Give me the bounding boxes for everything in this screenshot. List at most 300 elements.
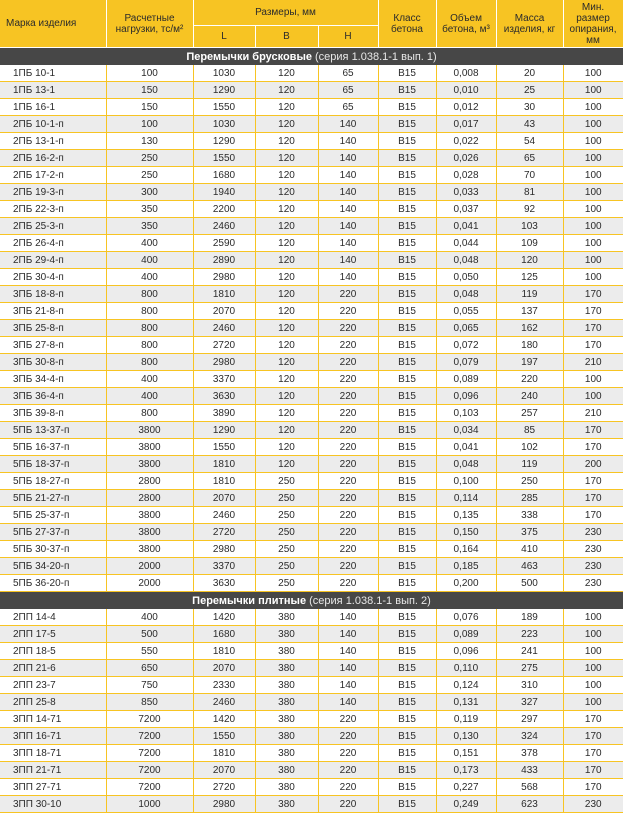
cell-length: 2070 [193, 303, 255, 320]
cell-length: 2890 [193, 252, 255, 269]
cell-height: 140 [318, 643, 378, 660]
header-load: Расчетные нагрузки, тс/м² [106, 0, 193, 48]
cell-width: 380 [255, 677, 318, 694]
cell-volume: 0,151 [436, 745, 496, 762]
table-row [0, 218, 623, 235]
cell-length: 1550 [193, 150, 255, 167]
table-row [0, 558, 623, 575]
cell-name: 1ПБ 10-1 [0, 65, 106, 82]
table-header [0, 0, 623, 48]
cell-concrete: B15 [378, 286, 436, 303]
cell-mass: 54 [496, 133, 563, 150]
table-row [0, 575, 623, 592]
cell-volume: 0,103 [436, 405, 496, 422]
table-row [0, 269, 623, 286]
cell-width: 380 [255, 796, 318, 813]
cell-volume: 0,076 [436, 609, 496, 626]
header-concrete-class: Класс бетона [378, 0, 436, 48]
cell-concrete: B15 [378, 609, 436, 626]
cell-name: 3ПБ 18-8-п [0, 286, 106, 303]
table-row [0, 762, 623, 779]
cell-volume: 0,034 [436, 422, 496, 439]
cell-support: 170 [563, 728, 623, 745]
cell-support: 100 [563, 694, 623, 711]
table-row [0, 201, 623, 218]
cell-mass: 103 [496, 218, 563, 235]
cell-name: 5ПБ 27-37-п [0, 524, 106, 541]
cell-width: 120 [255, 405, 318, 422]
cell-height: 220 [318, 779, 378, 796]
cell-support: 100 [563, 252, 623, 269]
cell-mass: 102 [496, 439, 563, 456]
cell-load: 2800 [106, 473, 193, 490]
table-row [0, 473, 623, 490]
cell-concrete: B15 [378, 473, 436, 490]
cell-load: 400 [106, 609, 193, 626]
cell-support: 100 [563, 150, 623, 167]
cell-height: 65 [318, 99, 378, 116]
cell-mass: 43 [496, 116, 563, 133]
cell-volume: 0,044 [436, 235, 496, 252]
table-row [0, 507, 623, 524]
cell-height: 220 [318, 541, 378, 558]
cell-mass: 338 [496, 507, 563, 524]
cell-support: 170 [563, 762, 623, 779]
cell-mass: 125 [496, 269, 563, 286]
cell-load: 400 [106, 388, 193, 405]
cell-width: 120 [255, 269, 318, 286]
cell-mass: 189 [496, 609, 563, 626]
cell-support: 230 [563, 575, 623, 592]
cell-volume: 0,037 [436, 201, 496, 218]
cell-length: 2460 [193, 507, 255, 524]
cell-length: 2980 [193, 354, 255, 371]
cell-concrete: B15 [378, 541, 436, 558]
table-row [0, 779, 623, 796]
cell-length: 2460 [193, 320, 255, 337]
cell-support: 170 [563, 779, 623, 796]
cell-mass: 623 [496, 796, 563, 813]
cell-concrete: B15 [378, 82, 436, 99]
table-row [0, 422, 623, 439]
cell-volume: 0,227 [436, 779, 496, 796]
cell-name: 5ПБ 21-27-п [0, 490, 106, 507]
cell-name: 2ПП 14-4 [0, 609, 106, 626]
cell-volume: 0,048 [436, 456, 496, 473]
cell-concrete: B15 [378, 337, 436, 354]
cell-support: 230 [563, 524, 623, 541]
cell-height: 140 [318, 201, 378, 218]
cell-name: 2ПБ 17-2-п [0, 167, 106, 184]
table-row [0, 439, 623, 456]
cell-mass: 378 [496, 745, 563, 762]
cell-length: 1030 [193, 116, 255, 133]
cell-concrete: B15 [378, 711, 436, 728]
cell-width: 380 [255, 643, 318, 660]
cell-width: 120 [255, 371, 318, 388]
cell-concrete: B15 [378, 745, 436, 762]
cell-width: 120 [255, 456, 318, 473]
section-header [0, 48, 623, 66]
cell-mass: 257 [496, 405, 563, 422]
table-body [0, 48, 623, 813]
cell-concrete: B15 [378, 184, 436, 201]
cell-length: 2070 [193, 660, 255, 677]
cell-name: 2ПБ 13-1-п [0, 133, 106, 150]
cell-width: 120 [255, 167, 318, 184]
cell-load: 3800 [106, 507, 193, 524]
cell-length: 3630 [193, 388, 255, 405]
cell-load: 300 [106, 184, 193, 201]
cell-volume: 0,008 [436, 65, 496, 82]
cell-width: 120 [255, 354, 318, 371]
cell-load: 3800 [106, 439, 193, 456]
cell-load: 3800 [106, 524, 193, 541]
table-row [0, 626, 623, 643]
cell-volume: 0,012 [436, 99, 496, 116]
cell-concrete: B15 [378, 150, 436, 167]
table-row [0, 796, 623, 813]
cell-width: 380 [255, 660, 318, 677]
cell-mass: 220 [496, 371, 563, 388]
cell-volume: 0,089 [436, 371, 496, 388]
cell-width: 380 [255, 694, 318, 711]
cell-name: 2ПП 21-6 [0, 660, 106, 677]
cell-length: 2720 [193, 779, 255, 796]
cell-load: 800 [106, 337, 193, 354]
cell-mass: 433 [496, 762, 563, 779]
cell-name: 2ПП 25-8 [0, 694, 106, 711]
cell-support: 230 [563, 541, 623, 558]
cell-support: 200 [563, 456, 623, 473]
table-row [0, 303, 623, 320]
table-row [0, 371, 623, 388]
cell-mass: 120 [496, 252, 563, 269]
cell-width: 120 [255, 116, 318, 133]
cell-mass: 410 [496, 541, 563, 558]
cell-mass: 119 [496, 286, 563, 303]
cell-height: 140 [318, 184, 378, 201]
cell-support: 100 [563, 201, 623, 218]
cell-mass: 327 [496, 694, 563, 711]
cell-name: 3ПБ 36-4-п [0, 388, 106, 405]
cell-load: 7200 [106, 711, 193, 728]
cell-length: 1290 [193, 422, 255, 439]
cell-mass: 500 [496, 575, 563, 592]
cell-load: 250 [106, 150, 193, 167]
cell-name: 3ПБ 30-8-п [0, 354, 106, 371]
cell-mass: 25 [496, 82, 563, 99]
cell-support: 210 [563, 354, 623, 371]
cell-name: 2ПП 23-7 [0, 677, 106, 694]
cell-length: 1810 [193, 286, 255, 303]
cell-volume: 0,048 [436, 286, 496, 303]
cell-support: 170 [563, 303, 623, 320]
cell-height: 220 [318, 337, 378, 354]
cell-length: 1550 [193, 728, 255, 745]
cell-mass: 65 [496, 150, 563, 167]
cell-height: 220 [318, 762, 378, 779]
cell-width: 250 [255, 490, 318, 507]
cell-load: 7200 [106, 779, 193, 796]
cell-concrete: B15 [378, 456, 436, 473]
cell-volume: 0,017 [436, 116, 496, 133]
cell-name: 2ПБ 19-3-п [0, 184, 106, 201]
cell-length: 2070 [193, 762, 255, 779]
cell-concrete: B15 [378, 65, 436, 82]
cell-mass: 109 [496, 235, 563, 252]
cell-support: 100 [563, 184, 623, 201]
cell-length: 1290 [193, 133, 255, 150]
cell-height: 220 [318, 371, 378, 388]
cell-name: 5ПБ 18-37-п [0, 456, 106, 473]
cell-concrete: B15 [378, 643, 436, 660]
cell-width: 120 [255, 286, 318, 303]
cell-load: 850 [106, 694, 193, 711]
cell-height: 220 [318, 575, 378, 592]
cell-name: 3ПБ 27-8-п [0, 337, 106, 354]
cell-height: 220 [318, 524, 378, 541]
cell-load: 800 [106, 320, 193, 337]
cell-concrete: B15 [378, 252, 436, 269]
cell-load: 100 [106, 65, 193, 82]
cell-concrete: B15 [378, 201, 436, 218]
cell-height: 140 [318, 150, 378, 167]
cell-concrete: B15 [378, 779, 436, 796]
cell-name: 2ПБ 10-1-п [0, 116, 106, 133]
cell-mass: 137 [496, 303, 563, 320]
cell-support: 100 [563, 235, 623, 252]
cell-width: 250 [255, 507, 318, 524]
header-dim-l: L [193, 26, 255, 48]
cell-name: 2ПБ 29-4-п [0, 252, 106, 269]
table-row [0, 524, 623, 541]
cell-height: 140 [318, 133, 378, 150]
table-row [0, 745, 623, 762]
cell-volume: 0,065 [436, 320, 496, 337]
table-row [0, 388, 623, 405]
section-title-series: (серия 1.038.1-1 вып. 1) [311, 50, 437, 63]
cell-height: 220 [318, 490, 378, 507]
cell-concrete: B15 [378, 660, 436, 677]
header-name: Марка изделия [0, 0, 106, 48]
section-title-bold: Перемычки плитные [192, 594, 307, 607]
cell-height: 140 [318, 167, 378, 184]
cell-length: 2330 [193, 677, 255, 694]
cell-support: 170 [563, 286, 623, 303]
cell-support: 100 [563, 82, 623, 99]
cell-length: 1420 [193, 609, 255, 626]
cell-support: 100 [563, 133, 623, 150]
cell-length: 2720 [193, 524, 255, 541]
cell-concrete: B15 [378, 677, 436, 694]
cell-length: 1810 [193, 456, 255, 473]
cell-load: 1000 [106, 796, 193, 813]
cell-load: 7200 [106, 762, 193, 779]
section-title [0, 592, 623, 610]
cell-concrete: B15 [378, 235, 436, 252]
cell-height: 220 [318, 473, 378, 490]
cell-mass: 180 [496, 337, 563, 354]
cell-height: 220 [318, 388, 378, 405]
cell-concrete: B15 [378, 762, 436, 779]
cell-height: 220 [318, 456, 378, 473]
cell-support: 100 [563, 626, 623, 643]
cell-load: 150 [106, 99, 193, 116]
cell-height: 220 [318, 320, 378, 337]
table-row [0, 541, 623, 558]
cell-name: 2ПБ 22-3-п [0, 201, 106, 218]
cell-mass: 285 [496, 490, 563, 507]
cell-width: 380 [255, 745, 318, 762]
cell-volume: 0,096 [436, 643, 496, 660]
cell-name: 3ПБ 25-8-п [0, 320, 106, 337]
cell-load: 3800 [106, 541, 193, 558]
cell-volume: 0,096 [436, 388, 496, 405]
cell-length: 2070 [193, 490, 255, 507]
cell-mass: 70 [496, 167, 563, 184]
cell-mass: 85 [496, 422, 563, 439]
cell-load: 800 [106, 354, 193, 371]
table-row [0, 167, 623, 184]
cell-name: 2ПБ 30-4-п [0, 269, 106, 286]
table-row [0, 286, 623, 303]
cell-height: 140 [318, 252, 378, 269]
cell-load: 150 [106, 82, 193, 99]
cell-volume: 0,119 [436, 711, 496, 728]
cell-height: 140 [318, 269, 378, 286]
cell-name: 5ПБ 16-37-п [0, 439, 106, 456]
cell-length: 2980 [193, 269, 255, 286]
cell-load: 800 [106, 405, 193, 422]
cell-mass: 92 [496, 201, 563, 218]
cell-support: 170 [563, 439, 623, 456]
cell-volume: 0,089 [436, 626, 496, 643]
cell-load: 130 [106, 133, 193, 150]
cell-height: 220 [318, 303, 378, 320]
cell-name: 1ПБ 16-1 [0, 99, 106, 116]
cell-load: 100 [106, 116, 193, 133]
cell-support: 170 [563, 490, 623, 507]
cell-mass: 568 [496, 779, 563, 796]
cell-support: 210 [563, 405, 623, 422]
table-row [0, 235, 623, 252]
cell-support: 100 [563, 388, 623, 405]
cell-length: 1420 [193, 711, 255, 728]
table-row [0, 728, 623, 745]
cell-width: 120 [255, 439, 318, 456]
cell-concrete: B15 [378, 507, 436, 524]
cell-concrete: B15 [378, 388, 436, 405]
cell-volume: 0,114 [436, 490, 496, 507]
cell-height: 140 [318, 626, 378, 643]
table-row [0, 337, 623, 354]
cell-height: 140 [318, 677, 378, 694]
cell-width: 120 [255, 150, 318, 167]
cell-name: 2ПБ 16-2-п [0, 150, 106, 167]
cell-volume: 0,100 [436, 473, 496, 490]
cell-load: 400 [106, 371, 193, 388]
cell-height: 140 [318, 218, 378, 235]
cell-length: 2460 [193, 694, 255, 711]
cell-support: 100 [563, 65, 623, 82]
table-row [0, 711, 623, 728]
cell-concrete: B15 [378, 575, 436, 592]
cell-height: 220 [318, 354, 378, 371]
cell-width: 380 [255, 626, 318, 643]
cell-concrete: B15 [378, 167, 436, 184]
cell-support: 100 [563, 269, 623, 286]
header-volume: Объем бетона, м³ [436, 0, 496, 48]
cell-length: 1550 [193, 439, 255, 456]
cell-height: 140 [318, 609, 378, 626]
cell-mass: 119 [496, 456, 563, 473]
cell-volume: 0,050 [436, 269, 496, 286]
cell-mass: 310 [496, 677, 563, 694]
cell-name: 2ПБ 26-4-п [0, 235, 106, 252]
cell-length: 1550 [193, 99, 255, 116]
cell-width: 120 [255, 422, 318, 439]
section-title-bold: Перемычки брусковые [186, 50, 312, 63]
cell-height: 140 [318, 235, 378, 252]
cell-name: 5ПБ 36-20-п [0, 575, 106, 592]
cell-load: 3800 [106, 456, 193, 473]
cell-length: 1940 [193, 184, 255, 201]
cell-length: 1810 [193, 643, 255, 660]
cell-height: 220 [318, 405, 378, 422]
cell-name: 2ПБ 25-3-п [0, 218, 106, 235]
cell-length: 3630 [193, 575, 255, 592]
cell-support: 100 [563, 677, 623, 694]
cell-mass: 81 [496, 184, 563, 201]
cell-length: 1680 [193, 167, 255, 184]
cell-height: 220 [318, 286, 378, 303]
cell-support: 100 [563, 218, 623, 235]
cell-name: 3ПП 18-71 [0, 745, 106, 762]
cell-name: 1ПБ 13-1 [0, 82, 106, 99]
cell-mass: 297 [496, 711, 563, 728]
cell-name: 3ПП 14-71 [0, 711, 106, 728]
cell-name: 3ПП 21-71 [0, 762, 106, 779]
cell-width: 120 [255, 82, 318, 99]
cell-concrete: B15 [378, 303, 436, 320]
cell-load: 250 [106, 167, 193, 184]
cell-volume: 0,079 [436, 354, 496, 371]
table-row [0, 133, 623, 150]
cell-name: 3ПП 30-10 [0, 796, 106, 813]
table-row [0, 184, 623, 201]
cell-load: 350 [106, 218, 193, 235]
cell-load: 3800 [106, 422, 193, 439]
cell-volume: 0,026 [436, 150, 496, 167]
cell-concrete: B15 [378, 320, 436, 337]
cell-name: 5ПБ 13-37-п [0, 422, 106, 439]
cell-volume: 0,150 [436, 524, 496, 541]
cell-width: 380 [255, 779, 318, 796]
cell-load: 500 [106, 626, 193, 643]
cell-width: 250 [255, 575, 318, 592]
cell-volume: 0,010 [436, 82, 496, 99]
cell-width: 250 [255, 558, 318, 575]
table-row [0, 150, 623, 167]
table-row [0, 694, 623, 711]
cell-concrete: B15 [378, 558, 436, 575]
table-row [0, 320, 623, 337]
cell-concrete: B15 [378, 218, 436, 235]
cell-length: 2590 [193, 235, 255, 252]
cell-width: 120 [255, 99, 318, 116]
table-row [0, 99, 623, 116]
